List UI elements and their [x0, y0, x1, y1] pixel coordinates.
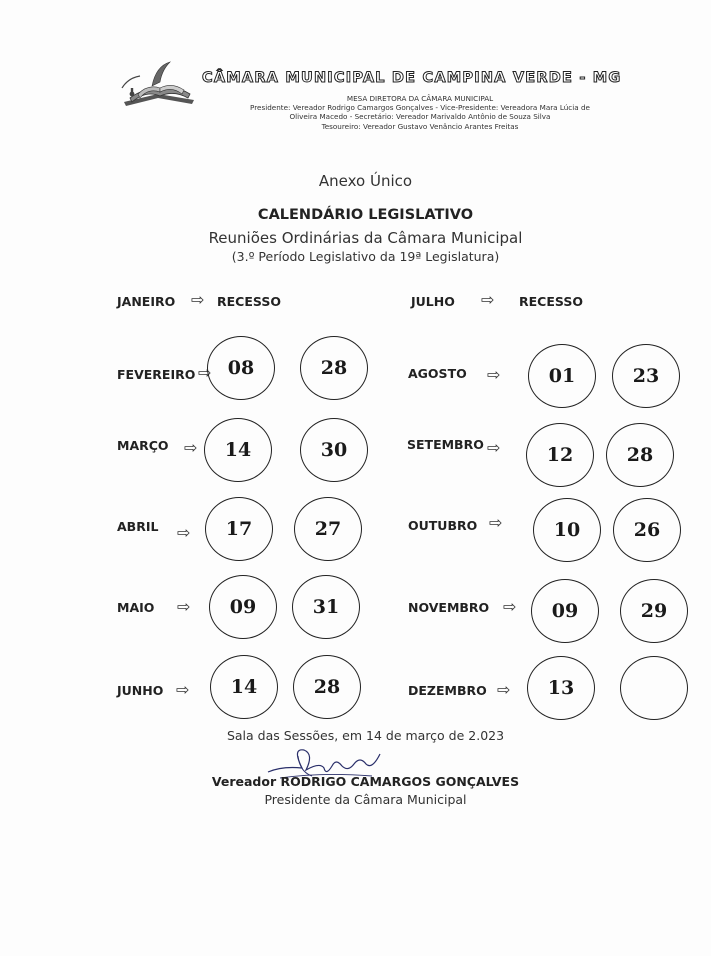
month-julho: JULHO [411, 294, 455, 309]
president-name: Vereador RODRIGO CAMARGOS GONÇALVES [211, 774, 520, 789]
president-role: Presidente da Câmara Municipal [264, 792, 467, 807]
day-circle: 17 [205, 497, 273, 561]
arrow-icon: ⇨ [487, 365, 501, 384]
month-agosto: AGOSTO [408, 366, 467, 381]
day-circle: 28 [293, 655, 361, 719]
day-circle: 12 [526, 423, 594, 487]
arrow-icon: ⇨ [177, 597, 191, 616]
recess-julho: RECESSO [519, 294, 583, 309]
day-circle: 13 [527, 656, 595, 720]
arrow-icon: ⇨ [184, 438, 198, 457]
day-circle: 30 [300, 418, 368, 482]
board-name: MESA DIRETORA DA CÂMARA MUNICIPAL [346, 94, 494, 103]
arrow-icon: ⇨ [191, 290, 205, 309]
day-circle: 14 [204, 418, 272, 482]
board-secretary-line: Oliveira Macedo - Secretário: Vereador Marivaldo Antônio de Souza Silva [289, 112, 551, 121]
month-junho: JUNHO [117, 683, 164, 698]
arrow-icon: ⇨ [481, 290, 495, 309]
day-circle: 31 [292, 575, 360, 639]
board-treasurer-line: Tesoureiro: Vereador Gustavo Venâncio Arantes Freitas [321, 122, 519, 131]
recess-janeiro: RECESSO [217, 294, 281, 309]
document-title: CALENDÁRIO LEGISLATIVO [257, 207, 474, 223]
legislative-period: (3.º Período Legislativo da 19ª Legislatura) [231, 249, 500, 264]
day-circle: 14 [210, 655, 278, 719]
month-setembro: SETEMBRO [407, 437, 484, 452]
day-circle: 09 [209, 575, 277, 639]
month-fevereiro: FEVEREIRO [117, 367, 196, 382]
chamber-name: CÂMARA MUNICIPAL DE CAMPINA VERDE - MG [202, 70, 622, 86]
day-circle: 29 [620, 579, 688, 643]
month-janeiro: JANEIRO [117, 294, 176, 309]
arrow-icon: ⇨ [487, 438, 501, 457]
arrow-icon: ⇨ [198, 363, 212, 382]
day-circle: 08 [207, 336, 275, 400]
day-circle: 01 [528, 344, 596, 408]
arrow-icon: ⇨ [497, 680, 511, 699]
day-circle: 10 [533, 498, 601, 562]
month-maio: MAIO [117, 600, 155, 615]
day-circle: 28 [300, 336, 368, 400]
arrow-icon: ⇨ [177, 523, 191, 542]
document-subtitle: Reuniões Ordinárias da Câmara Municipal [208, 229, 523, 247]
day-circle: 27 [294, 497, 362, 561]
month-novembro: NOVEMBRO [408, 600, 490, 615]
day-circle-empty [620, 656, 688, 720]
month-marco: MARÇO [117, 438, 169, 453]
day-circle: 09 [531, 579, 599, 643]
session-date: Sala das Sessões, em 14 de março de 2.023 [226, 728, 505, 743]
month-abril: ABRIL [117, 519, 159, 534]
month-outubro: OUTUBRO [408, 518, 478, 533]
arrow-icon: ⇨ [503, 597, 517, 616]
day-circle: 28 [606, 423, 674, 487]
arrow-icon: ⇨ [176, 680, 190, 699]
arrow-icon: ⇨ [489, 513, 503, 532]
day-circle: 26 [613, 498, 681, 562]
board-president-line: Presidente: Vereador Rodrigo Camargos Gonçalves - Vice-Presidente: Vereadora Mara Lúcia de [250, 103, 590, 112]
annex-label: Anexo Único [318, 172, 413, 190]
month-dezembro: DEZEMBRO [408, 683, 487, 698]
day-circle: 23 [612, 344, 680, 408]
